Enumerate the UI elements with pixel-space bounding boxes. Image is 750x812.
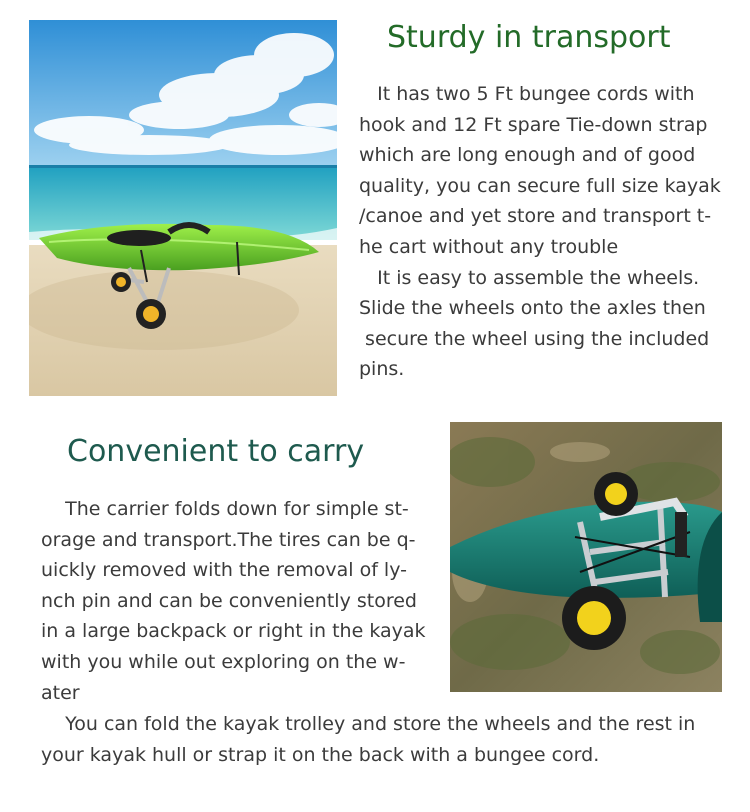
text-line: in a large backpack or right in the kayak	[41, 620, 426, 643]
text-line: hook and 12 Ft spare Tie-down strap	[359, 113, 708, 136]
kayak-cart-on-grass-photo	[450, 422, 722, 692]
text-line: orage and transport.The tires can be q-	[41, 528, 416, 551]
text-line: which are long enough and of good	[359, 144, 696, 167]
transport-description	[359, 79, 729, 385]
text-line: your kayak hull or strap it on the back with a bungee cord.	[41, 743, 600, 766]
text-line: he cart without any trouble	[359, 235, 619, 258]
text-line: nch pin and can be conveniently stored	[41, 589, 417, 612]
text-line: The carrier folds down for simple st-	[41, 498, 409, 520]
carry-description	[41, 494, 431, 708]
text-line: Slide the wheels onto the axles then	[359, 297, 706, 320]
kayak-on-beach-photo	[29, 20, 337, 396]
text-line: You can fold the kayak trolley and store the wheels and the rest in	[41, 713, 696, 735]
text-line: /canoe and yet store and transport t-	[359, 205, 712, 228]
section-heading-carry: Convenient to carry	[67, 434, 365, 469]
text-line: uickly removed with the removal of ly-	[41, 559, 407, 582]
text-line: pins.	[359, 358, 405, 381]
section-heading-transport: Sturdy in transport	[387, 20, 671, 55]
text-line: with you while out exploring on the w-	[41, 650, 406, 673]
text-line: It is easy to assemble the wheels.	[359, 266, 700, 289]
text-line: secure the wheel using the included	[359, 327, 710, 350]
text-line: ater	[41, 681, 80, 704]
fold-description	[41, 709, 731, 770]
text-line: quality, you can secure full size kayak	[359, 174, 721, 197]
text-line: It has two 5 Ft bungee cords with	[359, 83, 695, 105]
